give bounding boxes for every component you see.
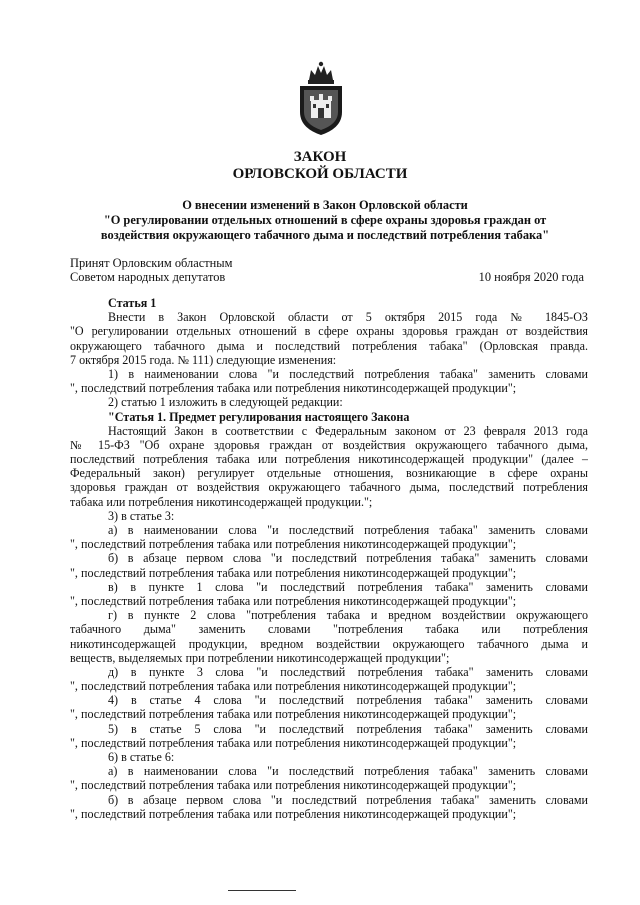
law-title: ЗАКОН	[293, 149, 347, 165]
article-heading: "Статья 1. Предмет регулирования настоящего Закона	[108, 409, 410, 424]
adoption-date: 10 ноября 2020 года	[478, 270, 584, 284]
law-subtitle-line: воздействия окружающего табачного дыма и последствий потребления табака"	[100, 228, 550, 242]
text-line: ", последствий потребления табака или потребления никотинсодержащей продукции";	[70, 778, 517, 793]
text-line: Федеральный закон) регулирует отдельные отношения, возникающие в сфере охраны	[70, 466, 588, 481]
law-subtitle-line: О внесении изменений в Закон Орловской области	[182, 198, 468, 212]
adoption-body-line: Советом народных депутатов	[70, 270, 226, 284]
text-line: а) в наименовании слова "и последствий потребления табака" заменить словами	[108, 523, 588, 537]
coat-of-arms-icon	[296, 60, 346, 136]
text-line: г) в пункте 2 слова "потребления табака и вредном воздействии окружающего	[108, 608, 588, 623]
text-line: ", последствий потребления табака или потребления никотинсодержащей продукции";	[70, 381, 517, 396]
text-line: ", последствий потребления табака или потребления никотинсодержащей продукции";	[70, 593, 517, 608]
text-line: 7 октября 2015 года. № 111) следующие изменения:	[70, 352, 337, 367]
text-line: 4) в статье 4 слова "и последствий потребления табака" заменить словами	[108, 693, 588, 708]
text-line: ", последствий потребления табака или потребления никотинсодержащей продукции";	[70, 537, 517, 552]
law-body	[70, 296, 588, 821]
text-line: 1) в наименовании слова "и последствий потребления табака" заменить словами	[108, 366, 588, 381]
text-line: окружающего табачного дыма и последствий потребления табака" (Орловская правда.	[70, 338, 588, 353]
text-line: ", последствий потребления табака или потребления никотинсодержащей продукции";	[70, 735, 517, 750]
text-line: № 15-ФЗ "Об охране здоровья граждан от воздействия окружающего табачного дыма,	[70, 437, 588, 452]
text-line: 6) в статье 6:	[108, 750, 175, 764]
text-line: 2) статью 1 изложить в следующей редакции:	[108, 395, 343, 410]
text-line: Настоящий Закон в соответствии с Федеральным законом от 23 февраля 2013 года	[108, 423, 588, 438]
text-line: "О регулировании отдельных отношений в сфере охраны здоровья граждан от воздействия	[70, 324, 588, 339]
text-line: в) в пункте 1 слова "и последствий потребления табака" заменить словами	[108, 579, 588, 594]
text-line: а) в наименовании слова "и последствий потребления табака" заменить словами	[108, 764, 588, 779]
text-line: Внести в Закон Орловской области от 5 октября 2015 года № 1845-ОЗ	[108, 310, 588, 325]
adoption-body-line: Принят Орловским областным	[70, 256, 233, 270]
text-line: ", последствий потребления табака или потребления никотинсодержащей продукции";	[70, 707, 517, 722]
text-line: д) в пункте 3 слова "и последствий потребления табака" заменить словами	[108, 664, 588, 679]
text-line: ", последствий потребления табака или потребления никотинсодержащей продукции";	[70, 679, 517, 694]
text-line: последствий потребления табака или потребления никотинсодержащей продукции" (далее –	[70, 452, 588, 467]
article-heading: Статья 1	[108, 296, 157, 310]
text-line: никотинсодержащей продукции, вредном воздействии окружающего табачного дыма и	[70, 636, 588, 651]
text-line: б) в абзаце первом слова "и последствий потребления табака" заменить словами	[108, 792, 588, 807]
text-line: здоровья граждан от воздействия окружающего табачного дыма, последствий потребления	[70, 480, 588, 495]
text-line: табака или потребления никотинсодержащей продукции.";	[70, 494, 373, 509]
text-line: ", последствий потребления табака или потребления никотинсодержащей продукции";	[70, 806, 517, 821]
text-line: веществ, выделяемых при потреблении никотинсодержащей продукции";	[70, 650, 450, 665]
footer-divider	[228, 890, 296, 891]
text-line: ", последствий потребления табака или потребления никотинсодержащей продукции";	[70, 565, 517, 580]
text-line: б) в абзаце первом слова "и последствий потребления табака" заменить словами	[108, 551, 588, 566]
text-line: табачного дыма" заменить словами "потребления табака или потребления	[70, 622, 588, 637]
text-line: 5) в статье 5 слова "и последствий потребления табака" заменить словами	[108, 721, 588, 736]
text-line: 3) в статье 3:	[108, 508, 175, 523]
law-region-title: ОРЛОВСКОЙ ОБЛАСТИ	[232, 166, 408, 182]
law-subtitle-line: "О регулировании отдельных отношений в сфере охраны здоровья граждан от	[103, 213, 547, 227]
